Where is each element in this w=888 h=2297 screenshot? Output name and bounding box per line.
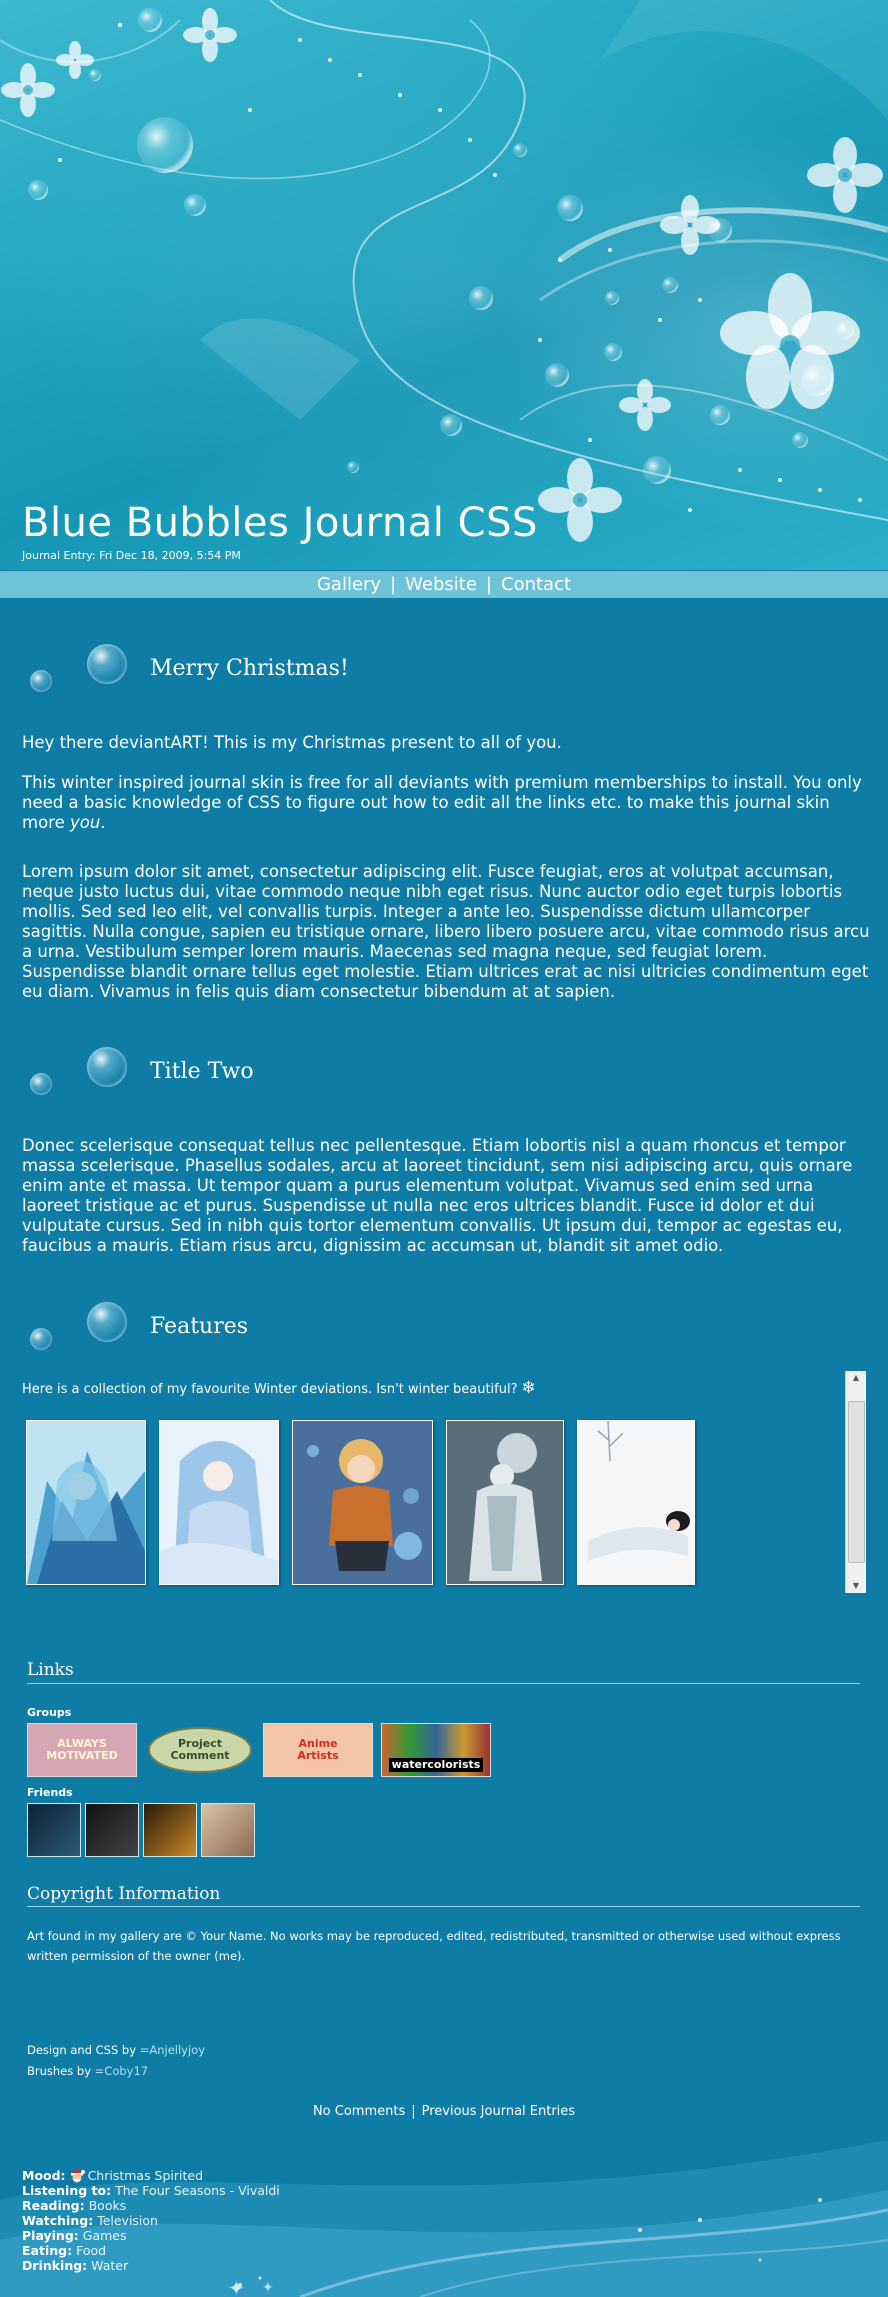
mood-row: [22, 2258, 280, 2273]
no-comments-link[interactable]: No Comments: [312, 2104, 406, 2119]
mood-value: Television: [97, 2213, 158, 2228]
paragraph: Donec scelerisque consequat tellus nec pellentesque. Etiam lobortis nisl a quam rhoncus et tempor massa scelerisque. Phasellus sodales, arcu at laoreet tincidunt, sem nisi adipiscing arcu, quis ornare enim ante et massa. Ut tempor quam a purus elementum volutpat. Vivamus sed enim sed urna laoreet tristique ac et purus. Suspendisse ut nulla nec eros ultrices blandit. Fusce id dolor et dui vulputate cursus. Sed in nibh quis tortor elementum convallis. Ut ipsum dui, tempor ac egestas eu, faucibus a mauris. Etiam risus arcu, dignissim ac accumsan ut, blandit sit amet odio.: [22, 1136, 853, 1255]
svg-text:✦: ✦: [228, 2276, 245, 2297]
section-title: Merry Christmas!: [150, 656, 349, 681]
mood-value: Water: [91, 2258, 129, 2273]
top-nav: [0, 571, 888, 598]
credit-label: Brushes by: [27, 2064, 95, 2078]
emphasis-text: you: [70, 813, 101, 832]
mood-key: Reading:: [22, 2198, 85, 2213]
links-title: Links: [27, 1660, 74, 1680]
friend-avatar[interactable]: [85, 1803, 139, 1857]
mood-value: Food: [76, 2243, 107, 2258]
section-heading-two: [22, 1047, 882, 1107]
thumbnail-image: [578, 1421, 694, 1584]
header-banner: [0, 0, 888, 570]
paragraph: Lorem ipsum dolor sit amet, consectetur adipiscing elit. Fusce feugiat, eros at volutpat accumsan, neque justo luctus dui, vitae commodo neque nibh eget risus. Nunc auctor odio eget turpis lobortis mollis. Sed sed leo elit, vel convallis turpis. Integer a ante leo. Suspendisse dictum ullamcorper sagittis. Nulla congue, sapien eu tristique ornare, libero libero posuere arcu, vitae commodo risus arcu a urna. Vestibulum semper lorem mauris. Maecenas sed magna neque, sed feugiat lorem. Suspendisse blandit ornare tellus eget molestie. Etiam ultrices erat ac nisi ultricies condimentum eget eu diam. Vivamus in felis quis diam consectetur bibendum at at sapien.: [22, 862, 870, 1001]
group-banner-watercolorists[interactable]: [381, 1723, 491, 1777]
deviation-thumbnail[interactable]: [26, 1420, 146, 1585]
speech-bubble: [148, 1727, 252, 1773]
deviation-thumbnail[interactable]: [577, 1420, 695, 1585]
section-title: Title Two: [150, 1059, 254, 1084]
bubble-icon: [30, 1328, 52, 1350]
design-credit: [27, 2043, 205, 2057]
group-banner-label: ALWAYS MOTIVATED: [46, 1737, 118, 1762]
nav-contact-link[interactable]: Contact: [501, 574, 572, 595]
mood-list: [22, 2167, 280, 2273]
thumbnail-row: [26, 1420, 695, 1585]
bubble-icon: [30, 670, 52, 692]
friend-avatar[interactable]: [143, 1803, 197, 1857]
header-artwork: [0, 0, 888, 570]
mood-row: [22, 2183, 280, 2198]
mood-key: Eating:: [22, 2243, 73, 2258]
section-heading-merry: [22, 644, 882, 704]
paragraph: Hey there deviantART! This is my Christmas present to all of you.: [22, 733, 562, 752]
mood-row: [22, 2213, 280, 2228]
bubble-icon: [87, 1047, 127, 1087]
friends-label: Friends: [27, 1786, 73, 1799]
mood-key: Mood:: [22, 2168, 66, 2183]
brushes-credit: [27, 2064, 148, 2078]
group-banner-project-comment[interactable]: [145, 1723, 255, 1777]
section-heading-features: [22, 1302, 882, 1362]
group-banner-label: Anime Artists: [297, 1737, 339, 1762]
santa-emoticon-icon: [69, 2167, 85, 2183]
friend-avatar[interactable]: [27, 1803, 81, 1857]
journal-title: Blue Bubbles Journal CSS: [22, 500, 538, 546]
bubble-icon: [30, 1073, 52, 1095]
group-banners: [27, 1723, 491, 1777]
group-banner-always-motivated[interactable]: [27, 1723, 137, 1777]
nav-website-link[interactable]: Website: [405, 574, 477, 595]
group-banner-label: Project Comment: [170, 1737, 230, 1762]
deviation-thumbnail[interactable]: [446, 1420, 564, 1585]
friend-avatar[interactable]: [201, 1803, 255, 1857]
thumbnail-image: [293, 1421, 432, 1584]
featured-gallery: [22, 1371, 866, 1593]
mood-row: [22, 2167, 280, 2183]
group-banner-anime-artists[interactable]: [263, 1723, 373, 1777]
designer-link[interactable]: =Anjellyjoy: [139, 2043, 205, 2057]
paragraph-text: This winter inspired journal skin is free for all deviants with premium memberships to install. You only need a basic knowledge of CSS to figure out how to edit all the links etc. to make this journal skin more: [22, 773, 862, 832]
deviation-thumbnail[interactable]: [292, 1420, 433, 1585]
scrollbar-thumb[interactable]: [848, 1401, 865, 1563]
mood-row: [22, 2198, 280, 2213]
friend-avatars: [27, 1803, 255, 1857]
features-intro-text: Here is a collection of my favourite Winter deviations. Isn't winter beautiful?: [22, 1382, 518, 1397]
copyright-title: Copyright Information: [27, 1884, 221, 1904]
group-banner-label: watercolorists: [389, 1758, 484, 1772]
previous-entries-link[interactable]: Previous Journal Entries: [421, 2104, 576, 2119]
features-intro: [22, 1378, 536, 1398]
bubble-icon: [87, 644, 127, 684]
section-title: Features: [150, 1314, 249, 1339]
comment-links: [0, 2104, 888, 2119]
mood-key: Listening to:: [22, 2183, 112, 2198]
svg-text:✦: ✦: [262, 2280, 274, 2296]
deviation-thumbnail[interactable]: [159, 1420, 279, 1585]
credit-label: Design and CSS by: [27, 2043, 140, 2057]
thumbnail-image: [27, 1421, 145, 1584]
scroll-up-arrow-icon[interactable]: ▲: [852, 1373, 860, 1382]
mood-key: Watching:: [22, 2213, 94, 2228]
paragraph-text: .: [100, 813, 106, 832]
paragraph: [22, 773, 872, 833]
copyright-text: Art found in my gallery are © Your Name. No works may be reproduced, edited, redistributed, transmitted or otherwise used without express written permission of the owner (me).: [27, 1929, 841, 1963]
mood-value: Games: [82, 2228, 127, 2243]
nav-separator: |: [485, 574, 492, 595]
mood-key: Playing:: [22, 2228, 79, 2243]
mood-value: The Four Seasons - Vivaldi: [115, 2183, 280, 2198]
divider: [27, 1683, 860, 1684]
thumbnail-image: [160, 1421, 278, 1584]
footer-separator: |: [411, 2104, 416, 2119]
mood-row: [22, 2243, 280, 2258]
nav-separator: |: [390, 574, 397, 595]
nav-gallery-link[interactable]: Gallery: [316, 574, 382, 595]
mood-value: Books: [88, 2198, 127, 2213]
brushes-author-link[interactable]: =Coby17: [94, 2064, 149, 2078]
divider: [27, 1906, 860, 1907]
mood-key: Drinking:: [22, 2258, 88, 2273]
entry-date: Journal Entry: Fri Dec 18, 2009, 5:54 PM: [22, 549, 241, 562]
groups-label: Groups: [27, 1706, 72, 1719]
thumbnail-image: [447, 1421, 563, 1584]
scroll-down-arrow-icon[interactable]: ▼: [852, 1581, 860, 1590]
mood-row: [22, 2228, 280, 2243]
snowflake-icon: ❄: [521, 1378, 536, 1398]
mood-value: Christmas Spirited: [87, 2168, 204, 2183]
bubble-icon: [87, 1302, 127, 1342]
gallery-scrollbar[interactable]: [845, 1371, 866, 1593]
